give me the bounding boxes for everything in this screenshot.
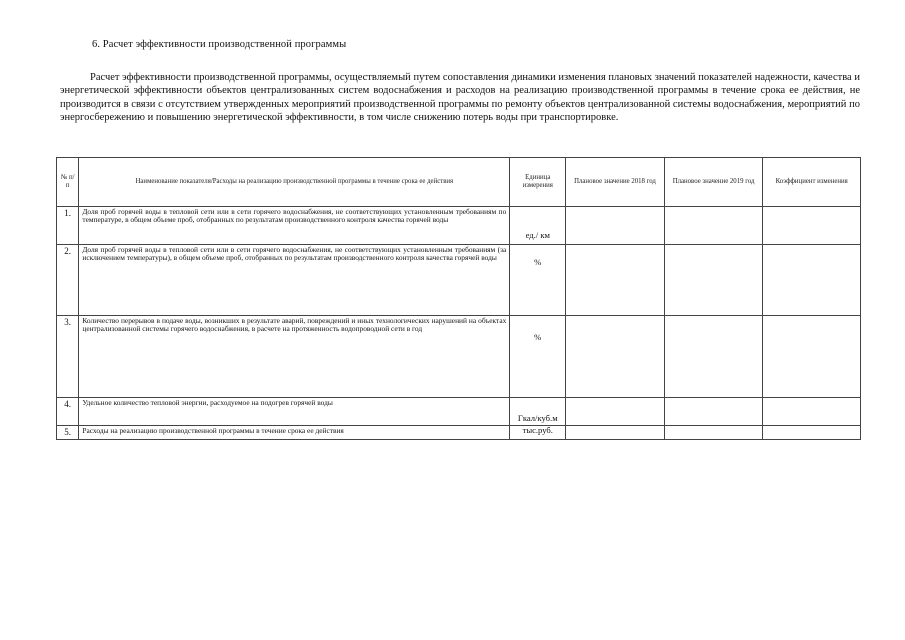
row-plan-2018 <box>566 426 665 440</box>
table-row <box>57 316 861 398</box>
table-row <box>57 426 861 440</box>
table-header-row <box>57 158 861 207</box>
header-coef: Коэффициент изменения <box>763 158 861 207</box>
row-unit: % <box>510 245 566 316</box>
row-plan-2019 <box>664 398 763 426</box>
header-plan-2019: Плановое значение 2019 год <box>664 158 763 207</box>
row-unit: % <box>510 316 566 398</box>
row-coef <box>763 398 861 426</box>
header-unit: Единица измерения <box>510 158 566 207</box>
row-number: 5. <box>57 426 79 440</box>
row-plan-2019 <box>664 316 763 398</box>
row-number: 1. <box>57 207 79 245</box>
row-plan-2018 <box>566 398 665 426</box>
row-unit: тыс.руб. <box>510 426 566 440</box>
row-coef <box>763 426 861 440</box>
row-number: 3. <box>57 316 79 398</box>
efficiency-table <box>56 157 861 440</box>
row-unit: ед./ км <box>510 207 566 245</box>
row-indicator-name: Расходы на реализацию производственной программы в течение срока ее действия <box>79 426 510 440</box>
header-plan-2018: Плановое значение 2018 год <box>566 158 665 207</box>
row-number: 4. <box>57 398 79 426</box>
table-row <box>57 207 861 245</box>
row-unit: Гкал/куб.м <box>510 398 566 426</box>
intro-paragraph: Расчет эффективности производственной программы, осуществляемый путем сопоставления динамики изменения плановых значений показателей надежности, качества и энергетической эффективности объектов централизованных систем водоснабжения и расходов на реализацию производственной программы в течение срока ее действия, не производится в связи с отсутствием утвержденных мероприятий производственной программы по ремонту объектов централизованной системы водоснабжения, мероприятий по энергосбережению и повышению энергетической эффективности, в том числе снижению потерь воды при транспортировке. <box>60 72 860 124</box>
header-name: Наименование показателя/Расходы на реализацию производственной программы в течение срока ее действия <box>79 158 510 207</box>
row-plan-2019 <box>664 245 763 316</box>
row-plan-2018 <box>566 207 665 245</box>
table-row <box>57 245 861 316</box>
row-indicator-name: Доля проб горячей воды в тепловой сети или в сети горячего водоснабжения, не соответствующих установленным требованиям по температуре, в общем объеме проб, отобранных по результатам производственного контроля качества горячей воды <box>79 207 510 245</box>
row-coef <box>763 207 861 245</box>
header-num: № п/п <box>57 158 79 207</box>
table-row <box>57 398 861 426</box>
row-plan-2018 <box>566 316 665 398</box>
row-plan-2019 <box>664 426 763 440</box>
row-plan-2019 <box>664 207 763 245</box>
row-number: 2. <box>57 245 79 316</box>
row-coef <box>763 245 861 316</box>
row-indicator-name: Количество перерывов в подаче воды, возникших в результате аварий, повреждений и иных технологических нарушений на объектах централизованной системы горячего водоснабжения, в расчете на протяженность водопроводной сети в год <box>79 316 510 398</box>
row-coef <box>763 316 861 398</box>
row-indicator-name: Доля проб горячей воды в тепловой сети или в сети горячего водоснабжения, не соответствующих установленным требованиям (за исключением температуры), в общем объеме проб, отобранных по результатам производственного контроля качества горячей воды <box>79 245 510 316</box>
row-plan-2018 <box>566 245 665 316</box>
section-heading: 6. Расчет эффективности производственной программы <box>92 39 347 50</box>
row-indicator-name: Удельное количество тепловой энергии, расходуемое на подогрев горячей воды <box>79 398 510 426</box>
